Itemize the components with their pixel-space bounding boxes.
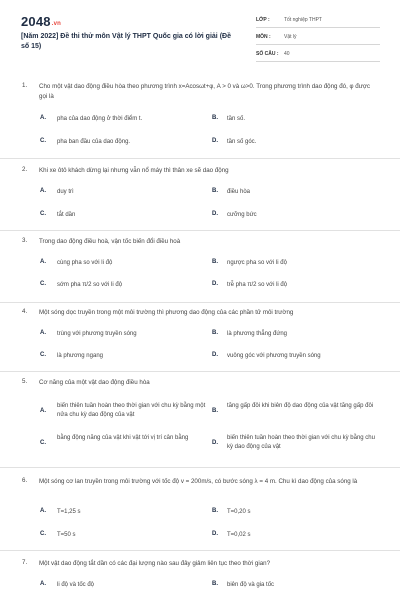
page-header bbox=[0, 0, 400, 66]
option-text[interactable]: là phương thẳng đứng bbox=[227, 331, 288, 337]
site-logo[interactable]: 2048.vn bbox=[21, 14, 62, 29]
option-letter[interactable]: C. bbox=[40, 138, 46, 144]
question-number: 6. bbox=[22, 477, 28, 484]
option-text[interactable]: T=1,25 s bbox=[57, 509, 81, 515]
question-3 bbox=[0, 231, 400, 303]
option-text[interactable]: T=0,20 s bbox=[227, 509, 251, 515]
option-letter[interactable]: A. bbox=[40, 408, 46, 414]
option-letter[interactable]: A. bbox=[40, 259, 46, 265]
option-letter[interactable]: C. bbox=[40, 440, 46, 446]
option-letter[interactable]: C. bbox=[40, 352, 46, 358]
option-text[interactable]: tần số. bbox=[227, 116, 246, 122]
option-text[interactable]: tăng gấp đôi khi biên độ dao động của vật tăng gấp đôi bbox=[227, 403, 374, 409]
option-letter[interactable]: A. bbox=[40, 330, 46, 336]
option-letter[interactable]: C. bbox=[40, 531, 46, 537]
question-number: 5. bbox=[22, 378, 28, 385]
question-text: Một sóng cơ lan truyền trong môi trường với tốc độ v = 200m/s, có bước sóng λ = 4 m. Chu kì dao động của sóng là bbox=[39, 478, 358, 485]
option-text[interactable]: biến thiên tuần hoàn theo thời gian với chu kỳ bằng chu kỳ dao động của vật bbox=[227, 435, 375, 450]
option-letter[interactable]: D. bbox=[212, 281, 218, 287]
option-text[interactable]: biên độ và gia tốc bbox=[227, 582, 275, 588]
option-letter[interactable]: A. bbox=[40, 581, 46, 587]
option-text[interactable]: vuông góc với phương truyền sóng bbox=[227, 353, 321, 359]
option-letter[interactable]: B. bbox=[212, 581, 218, 587]
option-text[interactable]: duy trì bbox=[57, 189, 74, 195]
option-text[interactable]: T=50 s bbox=[57, 532, 76, 538]
option-letter[interactable]: B. bbox=[212, 188, 218, 194]
meta-value: Vật lý bbox=[284, 34, 297, 40]
option-letter[interactable]: A. bbox=[40, 188, 46, 194]
option-letter[interactable]: D. bbox=[212, 352, 218, 358]
option-text[interactable]: điều hòa bbox=[227, 189, 251, 195]
option-text[interactable]: li độ và tốc độ bbox=[57, 582, 95, 588]
option-text[interactable]: tắt dần bbox=[57, 212, 76, 218]
option-text[interactable]: pha ban đầu của dao động. bbox=[57, 139, 131, 145]
option-letter[interactable]: B. bbox=[212, 115, 218, 121]
question-text: Một vật dao động tắt dần có các đại lượng nào sau đây giảm liên tục theo thời gian? bbox=[39, 560, 271, 567]
question-text: Cho một vật dao động điều hòa theo phương trình x=Acosωt+φ, A > 0 và ω>0. Trong phương trình dao động đó, φ được gọi là bbox=[39, 83, 371, 100]
meta-row-question-count bbox=[256, 48, 380, 62]
question-4 bbox=[0, 303, 400, 372]
option-letter[interactable]: B. bbox=[212, 408, 218, 414]
question-1 bbox=[0, 66, 400, 159]
meta-label: MÔN : bbox=[256, 34, 271, 40]
option-letter[interactable]: C. bbox=[40, 281, 46, 287]
meta-value: Tốt nghiệp THPT bbox=[284, 17, 322, 23]
option-letter[interactable]: B. bbox=[212, 508, 218, 514]
question-text: Một sóng dọc truyền trong một môi trường thì phương dao động của các phần tử môi trường bbox=[39, 309, 294, 316]
question-number: 4. bbox=[22, 308, 28, 315]
option-letter[interactable]: B. bbox=[212, 259, 218, 265]
option-letter[interactable]: C. bbox=[40, 211, 46, 217]
option-text[interactable]: sớm pha π/2 so với li độ bbox=[57, 282, 123, 288]
option-text[interactable]: ngược pha so với li độ bbox=[227, 260, 287, 266]
option-text[interactable]: là phương ngang bbox=[57, 353, 103, 359]
question-5 bbox=[0, 372, 400, 468]
question-text: Cơ năng của một vật dao động điều hòa bbox=[39, 379, 150, 386]
question-2 bbox=[0, 159, 400, 231]
meta-row-class bbox=[256, 14, 380, 28]
question-7 bbox=[0, 551, 400, 600]
option-text[interactable]: trùng với phương truyền sóng bbox=[57, 331, 137, 337]
option-letter[interactable]: A. bbox=[40, 508, 46, 514]
option-text[interactable]: cùng pha so với li độ bbox=[57, 260, 113, 266]
meta-row-subject bbox=[256, 31, 380, 45]
option-letter[interactable]: B. bbox=[212, 330, 218, 336]
option-text[interactable]: trễ pha π/2 so với li độ bbox=[227, 282, 288, 288]
question-6 bbox=[0, 468, 400, 551]
exam-title: [Năm 2022] Đề thi thử môn Vật lý THPT Quốc gia có lời giải (Đề số 15) bbox=[21, 33, 231, 50]
question-number: 3. bbox=[22, 237, 28, 244]
option-text[interactable]: tần số góc. bbox=[227, 139, 257, 145]
option-letter[interactable]: D. bbox=[212, 440, 218, 446]
option-letter[interactable]: D. bbox=[212, 211, 218, 217]
question-number: 7. bbox=[22, 559, 28, 566]
option-letter[interactable]: A. bbox=[40, 115, 46, 121]
question-text: Khi xe ôtô khách dừng lại nhưng vẫn nổ máy thì thân xe sẽ dao động bbox=[39, 167, 229, 174]
exam-meta bbox=[256, 14, 380, 65]
option-text[interactable]: bằng động năng của vật khi vật tới vị trí cân bằng bbox=[57, 435, 189, 441]
question-text: Trong dao động điều hoà, vận tốc biến đổi điều hoà bbox=[39, 238, 181, 245]
option-letter[interactable]: D. bbox=[212, 138, 218, 144]
option-text[interactable]: biến thiên tuần hoàn theo thời gian với chu kỳ bằng một nửa chu kỳ dao động của vật bbox=[57, 403, 206, 418]
option-text[interactable]: T=0,02 s bbox=[227, 532, 251, 538]
option-letter[interactable]: D. bbox=[212, 531, 218, 537]
meta-label: SỐ CÂU : bbox=[256, 51, 279, 57]
option-text[interactable]: pha của dao động ở thời điểm t. bbox=[57, 116, 143, 122]
meta-value: 40 bbox=[284, 51, 290, 57]
question-number: 1. bbox=[22, 82, 28, 89]
meta-label: LỚP : bbox=[256, 17, 270, 23]
option-text[interactable]: cưỡng bức bbox=[227, 212, 257, 218]
question-number: 2. bbox=[22, 166, 28, 173]
